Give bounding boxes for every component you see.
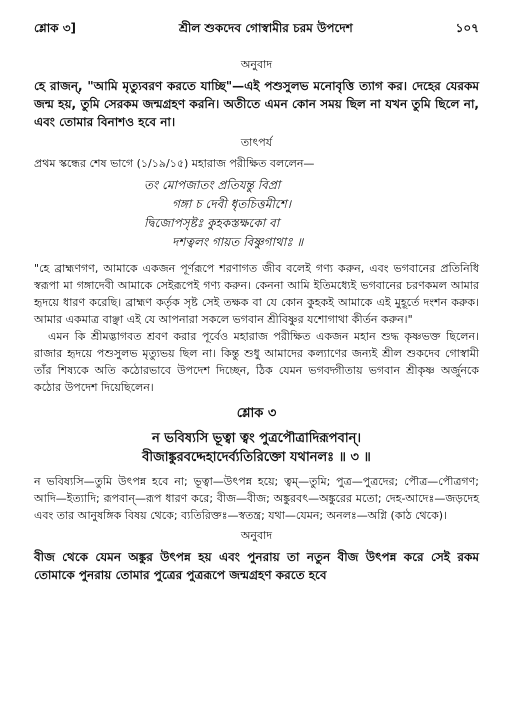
- quoted-verse-line: তং মোপজাতং প্রতিযন্তু বিপ্রা: [144, 178, 281, 192]
- word-for-word-synonyms: ন ভবিষ্যসি—তুমি উৎপন্ন হবে না; ভূত্বা—উৎপন্ন হয়ে; ত্বম্—তুমি; পুত্র—পুত্রদের; পৌত্র—পৌত্রগণ; আদি—ইত্যাদি; রূপবান্—রূপ ধারণ করে; বীজ—বীজ; অঙ্কুরবৎ—অঙ্কুরের মতো; দেহ-আদেঃ—জড়দেহ এবং তার আনুষঙ্গিক বিষয় থেকে; ব্যতিরিক্তঃ—স্বতন্ত্র; যথা—যেমন; অনলঃ—অগ্নি (কাঠ থেকে)।: [34, 475, 479, 522]
- quoted-verse-line: গঙ্গা চ দেবী ধৃতচিত্তমীশে।: [172, 197, 292, 211]
- quoted-verse-line: দশত্বলং গায়ত বিষ্ণুগাথাঃ ॥: [172, 235, 304, 249]
- translation-heading: অনুবাদ: [240, 529, 273, 542]
- running-header: [34, 20, 479, 40]
- translation-heading: অনুবাদ: [240, 58, 273, 71]
- verse-number-heading: শ্লোক ৩: [236, 406, 277, 421]
- quoted-verse-line: দ্বিজোপসৃষ্টঃ কুহকস্তক্ষকো বা: [144, 216, 280, 230]
- purport-heading: তাৎপর্য: [240, 136, 273, 149]
- quoted-verse: [144, 176, 479, 252]
- purport-paragraph: "হে ব্রাহ্মণগণ, আমাকে একজন পূর্ণরূপে শরণাগত জীব বলেই গণ্য করুন, এবং ভগবানের প্রতিনিধি স্বরূপা মা গঙ্গাদেবী আমাকে সেইরূপেই গণ্য করুন। কেননা আমি ইতিমধ্যেই ভগবানের চরণকমল আমার হৃদয়ে ধারণ করেছি। ব্রাহ্মণ কর্তৃক সৃষ্ট সেই তক্ষক বা যে কোন কুহকই আমাকে এই মুহূর্তে দংশন করুক। আমার একমাত্র বাঞ্ছা এই যে আপনারা সকলে ভগবান শ্রীবিষ্ণুর যশোগাথা কীর্তন করুন।": [34, 262, 479, 326]
- chapter-title: শ্রীল শুকদেব গোস্বামীর চরম উপদেশ: [178, 21, 353, 35]
- purport-intro: প্রথম স্কন্ধের শেষ ভাগে (১/১৯/১৫) মহারাজ পরীক্ষিত বললেন—: [34, 157, 315, 170]
- page-number: ১০৭: [455, 21, 479, 35]
- purport-paragraph: এমন কি শ্রীমদ্ভাগবত শ্রবণ করার পূর্বেও মহারাজ পরীক্ষিত একজন মহান শুদ্ধ কৃষ্ণভক্ত ছিলেন। রাজার হৃদয়ে পশুসুলভ মৃত্যুভয় ছিল না। কিন্তু শুধু আমাদের কল্যাণের জন্যই শ্রীল শুকদেব গোস্বামী তাঁর শিষ্যকে অতি কঠোরভাবে উপদেশ দিচ্ছেন, ঠিক যেমন ভগবদ্গীতায় ভগবান শ্রীকৃষ্ণ অর্জুনকে কঠোর উপদেশ দিয়েছিলেন।: [34, 330, 479, 394]
- verse-reference: শ্লোক ৩]: [34, 21, 77, 35]
- translation-text: বীজ থেকে যেমন অঙ্কুর উৎপন্ন হয় এবং পুনরায় তা নতুন বীজ উৎপন্ন করে সেই রকম তোমাকে পুনরায় তোমার পুত্রের পুত্ররূপে জন্মগ্রহণ করতে হবে: [34, 550, 479, 582]
- translation-text: হে রাজন্, "আমি মৃত্যুবরণ করতে যাচ্ছি"—এই পশুসুলভ মনোবৃত্তি ত্যাগ কর। দেহের যেরকম জন্ম হয়, তুমি সেরকম জন্মগ্রহণ করনি। অতীতে এমন কোন সময় ছিল না যখন তুমি ছিলে না, এবং তোমার বিনাশও হবে না।: [34, 79, 479, 129]
- sanskrit-verse-line: বীজাঙ্কুরবদ্দেহাদের্ব্যতিরিক্তো যথানলঃ ॥ ৩ ॥: [142, 450, 371, 465]
- sanskrit-verse-line: ন ভবিষ্যসি ভূত্বা ত্বং পুত্রপৌত্রাদিরূপবান্।: [151, 431, 361, 446]
